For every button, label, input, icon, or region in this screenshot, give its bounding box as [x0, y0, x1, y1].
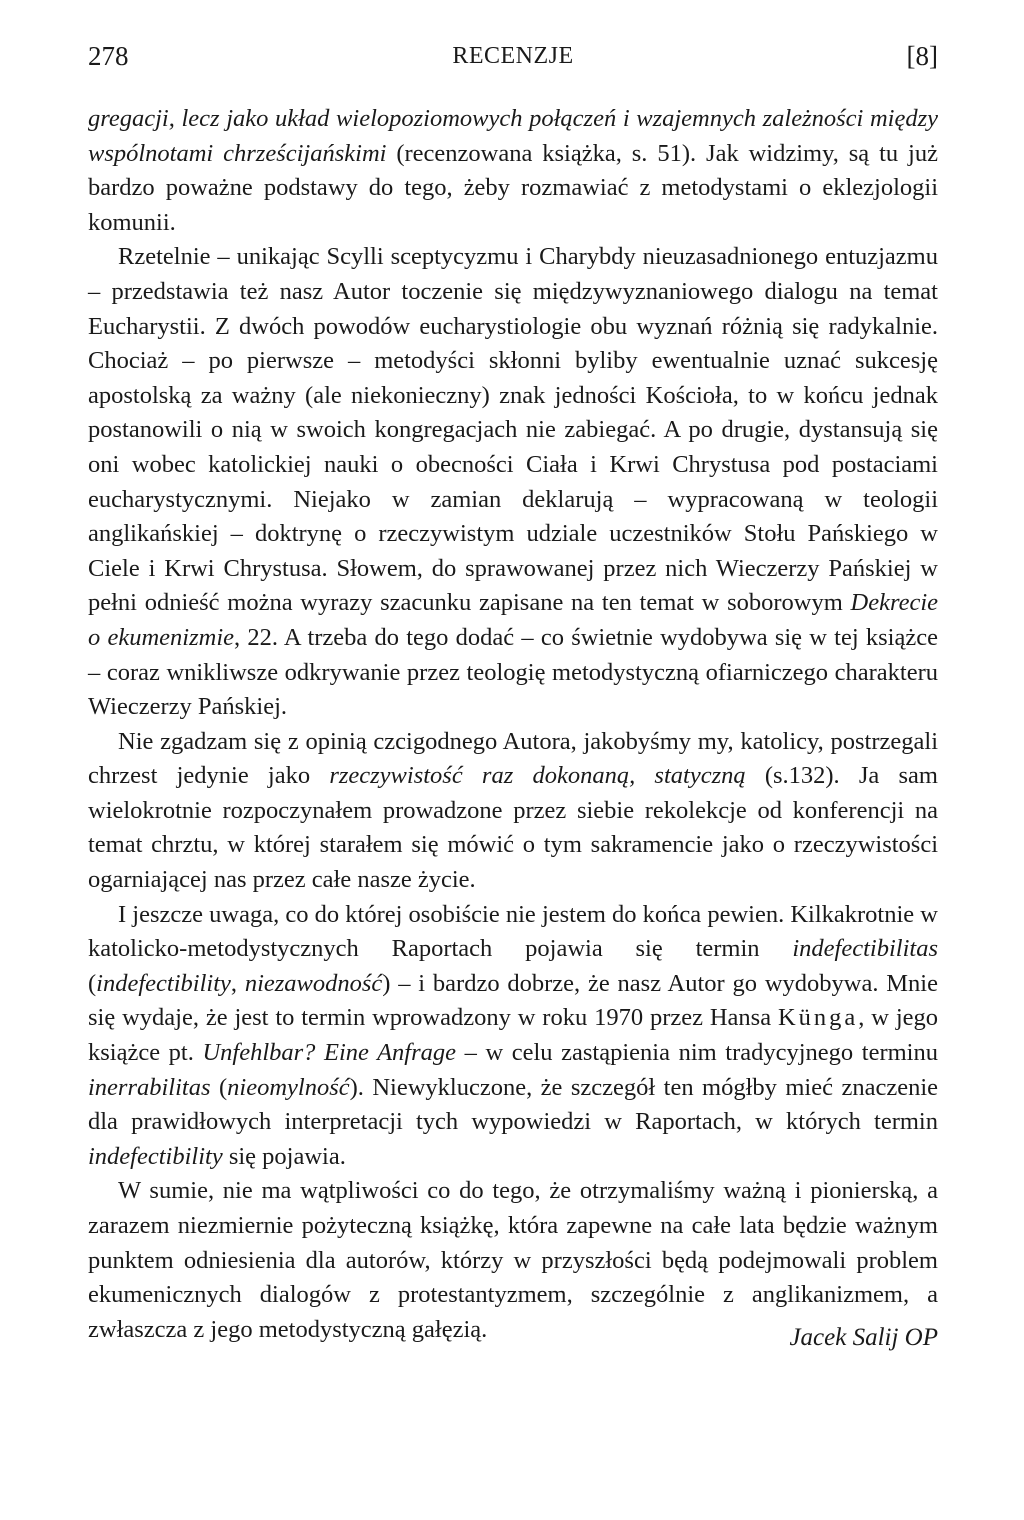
italic-text: gregacji, lecz jako układ wielopoziomowych połączeń i wzajemnych zależności między wspólnotami chrześcijańskimi — [88, 105, 938, 167]
paragraph — [88, 102, 938, 240]
running-header — [88, 36, 938, 76]
text-run: ( — [88, 969, 97, 997]
text-run: ( — [210, 1073, 228, 1101]
text-run: (s.132). Ja sam wielokrotnie rozpoczynałem prowadzone przez siebie rekolekcje od konferencji na temat chrztu, w której starałem się mówić o tym sakramencie jako o rzeczywistości ogarniającej nas przez całe nasze życie. — [88, 762, 938, 894]
text-run: , w jego książce pt. — [88, 1004, 938, 1067]
text-run: Rzetelnie – unikając Scylli sceptycyzmu i Charybdy nieuzasadnionego entuzjazmu – przedstawia też nasz Autor toczenie się międzywyznaniowego dialogu na temat Eucharystii. Z dwóch powodów eucharystiologie obu wyznań różnią się radykalnie. Chociaż – po pierwsze – metodyści skłonni byliby ewentualnie uznać sukcesję apostolską za ważny (ale niekonieczny) znak jedności Kościoła, to w końcu jednak postanowili o nią w swoich kongregacjach nie zabiegać. A po drugie, dystansują się oni wobec katolickiej nauki o obecności Ciała i Krwi Chrystusa pod postaciami eucharystycznymi. Niejako w zamian deklarują – wypracowaną w teologii anglikańskiej – doktrynę o rzeczywistym udziale uczestników Stołu Pańskiego w Ciele i Krwi Chrystusa. Słowem, do sprawowanej przez nich Wieczerzy Pańskiej w pełni odnieść można wyrazy szacunku zapisane na ten temat w soborowym — [88, 243, 938, 617]
author-signature: Jacek Salij OP — [789, 1324, 938, 1351]
page-number: 278 — [88, 41, 129, 71]
text-run: W sumie, nie ma wątpliwości co do tego, że otrzymaliśmy ważną i pionierską, a zarazem niezmiernie pożyteczną książkę, która zapewne na całe lata będzie ważnym punktem odniesienia dla autorów, którzy w przyszłości będą podejmowali problem ekumenicznych dialogów z protestantyzmem, szczególnie z anglikanizmem, a zwłaszcza z jego metodystyczną gałęzią. — [88, 1177, 938, 1343]
italic-text: Dekrecie o ekumenizmie — [88, 589, 938, 651]
italic-text: rzeczywistość raz dokonaną, statyczną — [329, 762, 746, 790]
text-run: ). Niewykluczone, że szczegół ten mógłby mieć znaczenie dla prawidłowych interpretacji tych wypowiedzi w Raportach, w których termin — [88, 1073, 938, 1136]
text-run: – w celu zastąpienia nim tradycyjnego terminu — [456, 1039, 938, 1067]
text-run: , 22. A trzeba do tego dodać – co świetnie wydobywa się w tej książce – coraz wnikliwsze odkrywanie przez teologię metodystyczną ofiarniczego charakteru Wieczerzy Pańskiej. — [88, 623, 938, 721]
text-run: (recenzowana książka, s. 51). Jak widzimy, są tu już bardzo poważne podstawy do tego, żeby rozmawiać z metodystami o eklezjologii komunii. — [88, 139, 938, 236]
text-run: I jeszcze uwaga, co do której osobiście nie jestem do końca pewien. Kilkakrotnie w katolicko-metodystycznych Raportach pojawia się termin — [88, 900, 938, 963]
italic-text: inerrabilitas — [88, 1073, 211, 1101]
section-title: RECENZJE — [452, 43, 574, 69]
review-body — [88, 102, 938, 1347]
paragraph — [88, 725, 938, 898]
italic-text: indefectibility — [88, 1142, 223, 1170]
text-run: , — [230, 969, 245, 997]
paragraph — [88, 240, 938, 724]
italic-text: nieomylność — [227, 1073, 350, 1101]
text-run: się pojawia. — [222, 1142, 346, 1170]
italic-text: indefectibilitas — [792, 935, 938, 963]
italic-text: Unfehlbar? Eine Anfrage — [202, 1039, 457, 1067]
section-number: [8] — [906, 41, 938, 71]
italic-text: niezawodność — [244, 969, 383, 997]
paragraph — [88, 898, 938, 1175]
spaced-name: Künga — [777, 1004, 859, 1032]
text-run: Nie zgadzam się z opinią czcigodnego Autora, jakobyśmy my, katolicy, postrzegali chrzest jedynie jako — [88, 727, 938, 790]
text-run: ) – i bardzo dobrze, że nasz Autor go wydobywa. Mnie się wydaje, że jest to termin wprowadzony w roku 1970 przez Hansa — [88, 969, 938, 1032]
italic-text: indefectibility — [96, 969, 231, 997]
